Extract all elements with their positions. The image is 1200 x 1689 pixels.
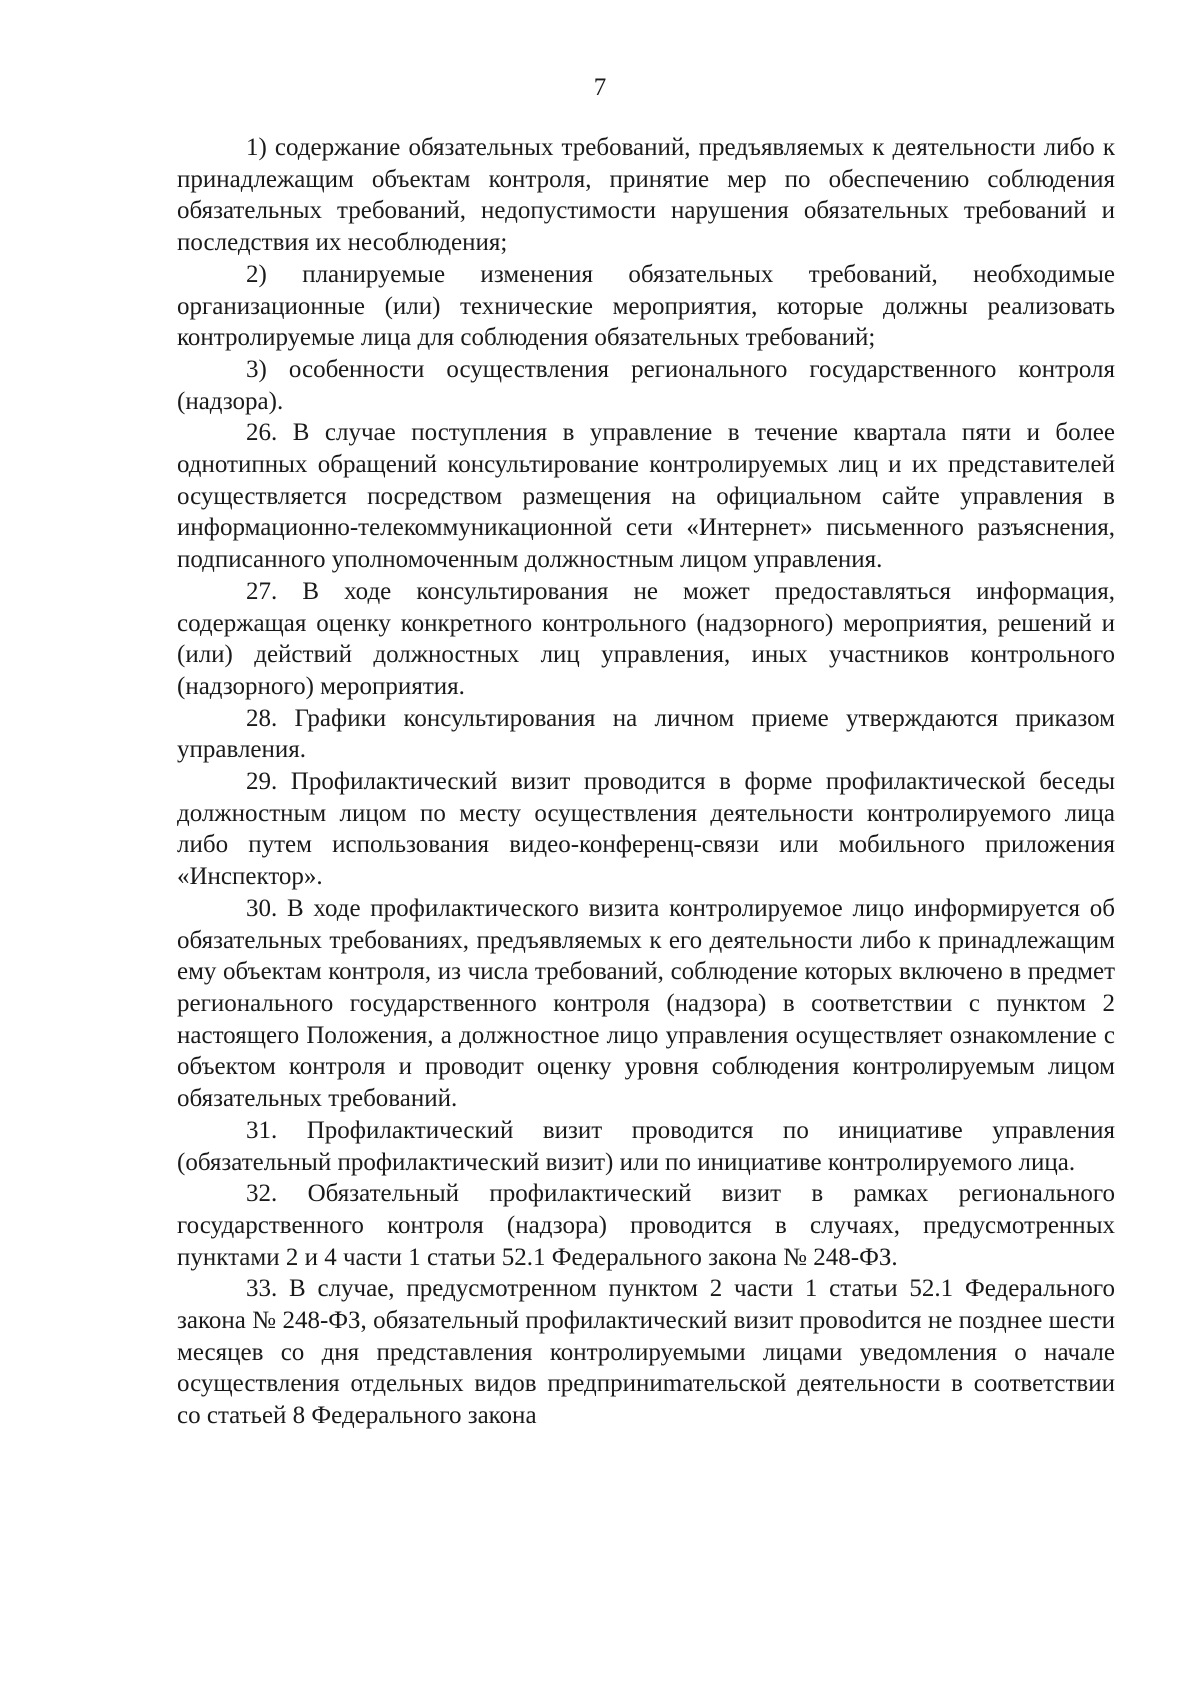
paragraph-1: 1) содержание обязательных требований, предъявляемых к деятельности либо к принадлежащим объектам контроля, принятие мер по обеспечению соблюдения обязательных требований, недопустимости нарушения обязательных требований и последствия их несоблюдения; bbox=[177, 134, 1115, 257]
paragraph-2: 2) планируемые изменения обязательных требований, необходимые организационные (или) технические мероприятия, которые должны реализовать контролируемые лица для соблюдения обязательных требований; bbox=[177, 260, 1115, 352]
paragraph-31: 31. Профилактический визит проводится по инициативе управления (обязательный профилактический визит) или по инициативе контролируемого лица. bbox=[177, 1116, 1115, 1176]
paragraph-27: 27. В ходе консультирования не может предоставляться информация, содержащая оценку конкретного контрольного (надзорного) мероприятия, решений и (или) действий должностных лиц управления, иных участников контрольного (надзорного) мероприятия. bbox=[177, 577, 1115, 700]
paragraph-3: 3) особенности осуществления регионального государственного контроля (надзора). bbox=[177, 355, 1115, 415]
paragraph-30: 30. В ходе профилактического визита контролируемое лицо информируется об обязательных требованиях, предъявляемых к его деятельности либо к принадлежащим ему объектам контроля, из числа требований, соблюдение которых включено в предмет регионального государственного контроля (надзора) в соответствии с пунктом 2 настоящего Положения, а должностное лицо управления осуществляет ознакомление с объектом контроля и проводит оценку уровня соблюдения контролируемым лицом обязательных требований. bbox=[177, 894, 1115, 1113]
paragraph-26: 26. В случае поступления в управление в течение квартала пяти и более однотипных обращений консультирование контролируемых лиц и их представителей осуществляется посредством размещения на официальном сайте управления в информационно-телекоммуникационной сети «Интернет» письменного разъяснения, подписанного уполномоченным должностным лицом управления. bbox=[177, 419, 1115, 574]
document-body bbox=[177, 132, 1115, 1432]
paragraph-29: 29. Профилактический визит проводится в форме профилактической беседы должностным лицом по месту осуществления деятельности контролируемого лица либо путем использования видео-конференц-связи или мобильного приложения «Инспектор». bbox=[177, 768, 1115, 891]
paragraph-28: 28. Графики консультирования на личном приеме утверждаются приказом управления. bbox=[177, 704, 1115, 764]
paragraph-33: 33. В случае, предусмотренном пунктом 2 части 1 статьи 52.1 Федерального закона № 248-ФЗ, обязательный профилактический визит провоdится не позднее шести месяцев со дня представления контролируемыми лицами уведомления о начале осуществления отдельных видов предприниmательской деятельности в соответствии со статьей 8 Федерального закона bbox=[177, 1275, 1115, 1430]
paragraph-32: 32. Обязательный профилактический визит в рамках регионального государственного контроля (надзора) проводится в случаях, предусмотренных пунктами 2 и 4 части 1 статьи 52.1 Федерального закона № 248-ФЗ. bbox=[177, 1180, 1115, 1271]
page-number: 7 bbox=[593, 74, 607, 101]
